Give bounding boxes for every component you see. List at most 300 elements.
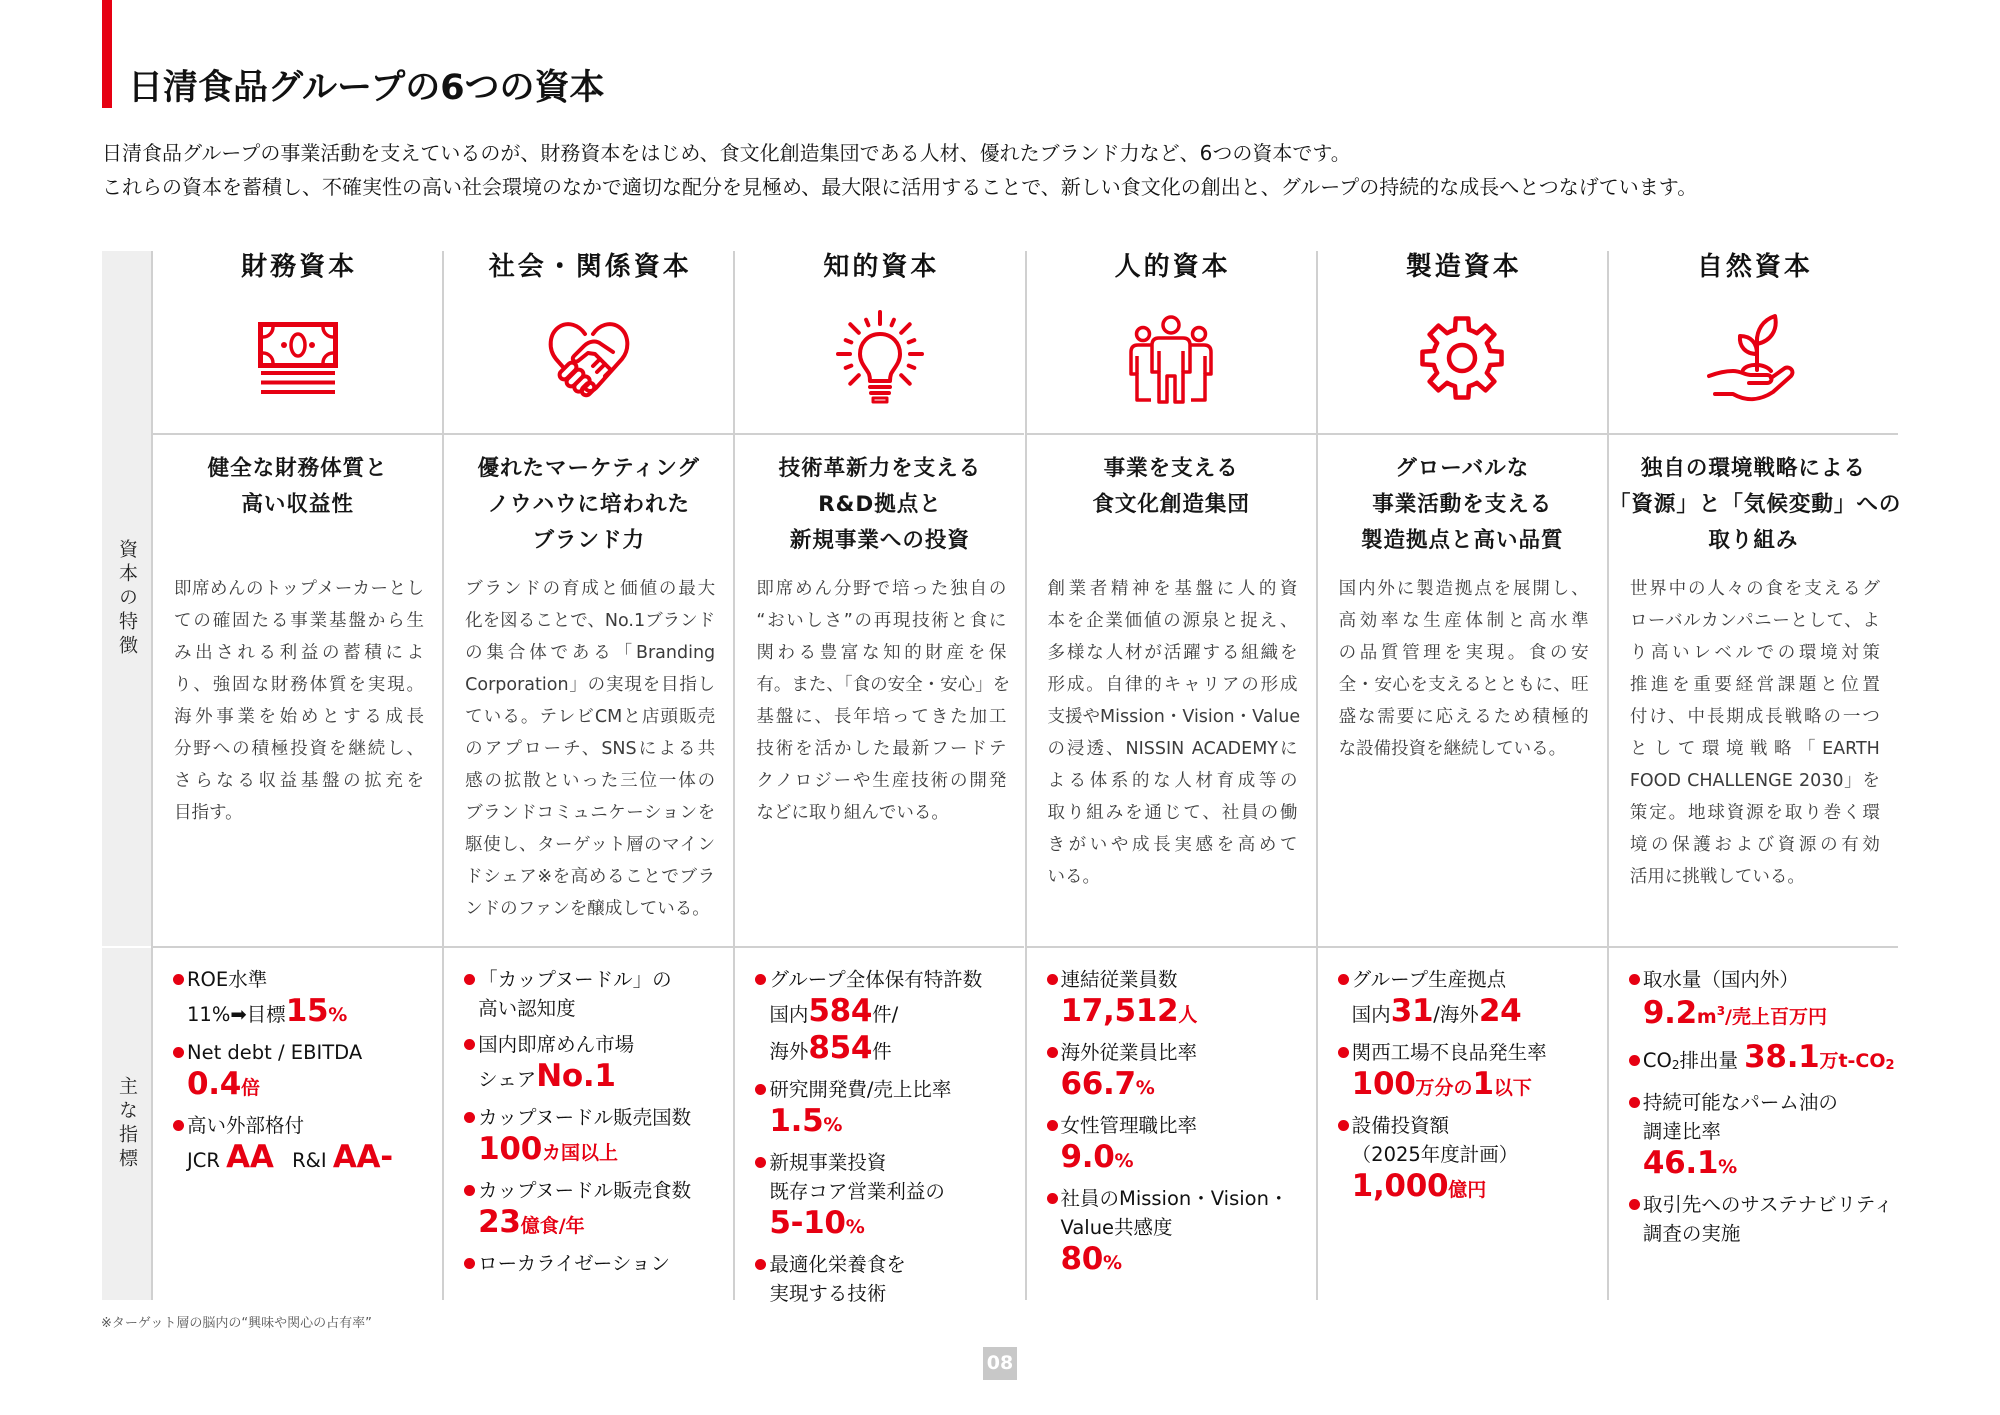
indicator-label: 新規事業投資 xyxy=(769,1151,887,1174)
indicator-row xyxy=(1338,995,1607,1032)
indicator-value: % xyxy=(845,1216,865,1238)
description-line: 感の拡散といった三位一体の xyxy=(465,771,716,791)
indicator-value: 23 xyxy=(478,1204,521,1240)
indicator-label: /海外 xyxy=(1433,1003,1479,1026)
indicator-label: ローカライゼーション xyxy=(478,1252,671,1275)
indicator-label: ROE水準 xyxy=(187,968,268,991)
description-line: さらなる収益基盤の拡充を xyxy=(174,771,424,791)
capital-features xyxy=(153,435,442,946)
indicator-label: Value共感度 xyxy=(1060,1216,1173,1239)
description-line: きがいや成長実感を高めて xyxy=(1047,835,1298,855)
indicator-label: 社員のMission・Vision・ xyxy=(1060,1187,1289,1210)
indicator-value: 31 xyxy=(1390,993,1434,1029)
indicator-value: 1 xyxy=(1472,1066,1494,1102)
indicator-label: 取引先へのサステナビリティ xyxy=(1642,1193,1894,1216)
indicator-label: 調査の実施 xyxy=(1642,1222,1741,1245)
indicator-row xyxy=(1047,1068,1316,1105)
indicator-row xyxy=(173,995,442,1032)
subtitle-line: 製造拠点と高い品質 xyxy=(1360,528,1564,553)
indicator-row xyxy=(1629,1220,1898,1249)
subtitle-line: ノウハウに培われた xyxy=(487,492,690,517)
indicator-label: 調達比率 xyxy=(1642,1120,1721,1143)
indicator-label: 国内即席めん市場 xyxy=(478,1033,635,1056)
description-line: 推進を重要経営課題と位置 xyxy=(1629,675,1880,695)
bullet-icon xyxy=(1338,1120,1349,1131)
description-line: 取り組みを通じて、社員の働 xyxy=(1047,803,1298,823)
capital-name: 人的資本 xyxy=(1114,252,1231,282)
description-line: 国内外に製造拠点を展開し、 xyxy=(1338,579,1589,599)
sprout-hand-icon xyxy=(1703,308,1803,408)
description-line: 即席めん分野で培った独自の xyxy=(756,579,1007,599)
indicator-value: 15 xyxy=(285,993,329,1029)
indicator-item xyxy=(444,1104,733,1170)
subtitle-line: 独自の環境戦略による xyxy=(1640,456,1866,481)
indicator-value: 人 xyxy=(1178,1004,1198,1026)
description-line: Corporation」の実現を目指し xyxy=(465,675,716,695)
description-line: として環境戦略「EARTH xyxy=(1629,739,1880,759)
intro-line: 日清食品グループの事業活動を支えているのが、財務資本をはじめ、食文化創造集団である人材、優れたブランド力など、6つの資本です。 xyxy=(102,141,1351,165)
capital-description xyxy=(1339,573,1589,765)
indicator-value: AA xyxy=(226,1139,274,1175)
indicator-label: 設備投資額 xyxy=(1351,1114,1450,1137)
description-line: 境の保護および資源の有効 xyxy=(1629,835,1880,855)
indicator-row xyxy=(1047,1039,1316,1068)
bullet-icon xyxy=(1629,1097,1640,1108)
indicator-row xyxy=(464,1133,733,1170)
indicator-row xyxy=(1047,1112,1316,1141)
indicator-row xyxy=(1629,1147,1898,1184)
indicator-label: 持続可能なパーム油の xyxy=(1642,1091,1838,1114)
bullet-icon xyxy=(464,1185,475,1196)
capital-subtitle xyxy=(444,451,733,559)
indicator-row xyxy=(464,1104,733,1133)
indicator-value: No.1 xyxy=(536,1058,616,1094)
description-line: 海外事業を始めとする成長 xyxy=(174,707,424,727)
description-line: いる。 xyxy=(1047,867,1100,887)
indicator-value: 倍 xyxy=(241,1077,261,1099)
indicator-item xyxy=(153,1112,442,1178)
indicator-row xyxy=(1629,1118,1898,1147)
indicator-value: 5-10 xyxy=(769,1205,846,1241)
indicator-label: 既存コア営業利益の xyxy=(769,1180,945,1203)
indicator-value: 1,000 xyxy=(1351,1168,1449,1204)
bullet-icon xyxy=(1338,1047,1349,1058)
capital-name: 自然資本 xyxy=(1696,252,1813,282)
indicator-item xyxy=(1609,1089,1898,1184)
indicator-row xyxy=(464,995,733,1024)
indicator-row xyxy=(173,1112,442,1141)
row-label-indicators: 主な指標 xyxy=(116,1076,138,1172)
indicator-label: 国内 xyxy=(1351,1003,1391,1026)
indicator-row xyxy=(464,1031,733,1060)
description-line: 盛な需要に応えるため積極的 xyxy=(1338,707,1589,727)
description-line: FOOD CHALLENGE 2030」を xyxy=(1629,771,1880,791)
description-line: のアプローチ、SNSによる共 xyxy=(465,739,716,759)
indicator-row xyxy=(173,1141,442,1178)
indicator-value: 3 xyxy=(1716,1004,1726,1018)
capital-indicators xyxy=(735,948,1024,1305)
description-line: み出される利益の蓄積によ xyxy=(174,643,424,663)
indicator-value: 1.5 xyxy=(769,1103,824,1139)
capital-indicators xyxy=(153,948,442,1300)
row-label-features-cell xyxy=(102,251,151,946)
indicator-label: JCR xyxy=(187,1149,227,1172)
bullet-icon xyxy=(1629,1055,1640,1066)
description-line: 策定。地球資源を取り巻く環 xyxy=(1629,803,1880,823)
indicator-item xyxy=(1318,966,1607,1032)
indicator-item xyxy=(444,1250,733,1279)
indicator-row xyxy=(464,1060,733,1097)
capital-name: 知的資本 xyxy=(823,252,940,282)
subtitle-line: 技術革新力を支える xyxy=(778,456,982,481)
capital-features xyxy=(1608,435,1902,946)
indicator-label: シェア xyxy=(478,1068,537,1091)
indicator-item xyxy=(1609,1041,1898,1082)
indicator-label: 国内 xyxy=(769,1003,809,1026)
indicator-value: 9.2 xyxy=(1642,995,1697,1031)
indicator-label: 海外従業員比率 xyxy=(1060,1041,1198,1064)
bullet-icon xyxy=(464,1112,475,1123)
capital-indicators xyxy=(1609,948,1898,1300)
capital-indicators xyxy=(1027,948,1316,1300)
description-line: 分野への積極投資を継続し、 xyxy=(174,739,424,759)
indicator-label: Net debt / EBITDA xyxy=(187,1041,363,1064)
indicator-row xyxy=(173,1039,442,1068)
indicator-row xyxy=(464,1250,733,1279)
subtitle-line: グローバルな xyxy=(1395,456,1530,481)
indicator-label: 実現する技術 xyxy=(769,1282,887,1305)
indicator-value: 46.1 xyxy=(1642,1145,1719,1181)
page-number: 08 xyxy=(983,1347,1017,1380)
capital-name: 製造資本 xyxy=(1405,252,1522,282)
subtitle-line: 優れたマーケティング xyxy=(477,456,700,481)
indicator-row xyxy=(755,1105,1024,1142)
indicator-row xyxy=(173,966,442,995)
indicator-value: % xyxy=(1135,1077,1155,1099)
indicator-label: 件 xyxy=(872,1040,892,1063)
indicator-row xyxy=(1047,1214,1316,1243)
indicator-row xyxy=(755,1149,1024,1178)
bullet-icon xyxy=(1338,974,1349,985)
indicator-item xyxy=(735,1149,1024,1244)
capital-column-social xyxy=(442,251,733,1300)
indicator-row xyxy=(1047,966,1316,995)
capital-description xyxy=(174,573,424,829)
capital-features xyxy=(1027,435,1316,946)
description-line: 目指す。 xyxy=(174,803,243,823)
indicator-row xyxy=(755,1076,1024,1105)
indicator-item xyxy=(1027,1039,1316,1105)
description-line: などに取り組んでいる。 xyxy=(756,803,949,823)
indicator-row xyxy=(755,966,1024,995)
indicator-label: 高い認知度 xyxy=(478,997,576,1020)
indicator-label: 関西工場不良品発生率 xyxy=(1351,1041,1547,1064)
indicator-value: 100 xyxy=(478,1131,542,1167)
indicator-row xyxy=(464,1177,733,1206)
gear-icon xyxy=(1412,308,1512,408)
indicator-label: カップヌードル販売国数 xyxy=(478,1106,692,1129)
description-line: り高いレベルでの環境対策 xyxy=(1629,643,1880,663)
indicator-row xyxy=(1629,1191,1898,1220)
people-icon xyxy=(1121,308,1221,408)
indicator-value: 以下 xyxy=(1493,1077,1532,1099)
description-line: の品質管理を実現。食の安 xyxy=(1338,643,1589,663)
description-line: “おいしさ”の再現技術と食に xyxy=(756,611,1007,631)
indicator-value: 0.4 xyxy=(187,1066,242,1102)
indicator-row xyxy=(464,966,733,995)
capital-column-natural xyxy=(1607,251,1902,1300)
capital-description xyxy=(465,573,715,925)
indicator-label: 排出量 xyxy=(1679,1049,1745,1072)
description-line: 化を図ることで、No.1ブランド xyxy=(465,611,716,631)
indicator-value: 2 xyxy=(1885,1058,1895,1073)
capital-description xyxy=(1047,573,1301,893)
capital-subtitle xyxy=(153,451,442,523)
subtitle-line: ブランド力 xyxy=(532,528,645,553)
description-line: 多様な人材が活躍する組織を xyxy=(1047,643,1298,663)
indicator-row xyxy=(1338,1112,1607,1141)
indicator-item xyxy=(1318,1112,1607,1207)
indicator-row xyxy=(1629,966,1898,995)
subtitle-line: 取り組み xyxy=(1708,528,1799,553)
indicator-value: % xyxy=(1114,1150,1134,1172)
description-line: 高効率な生産体制と高水準 xyxy=(1338,611,1589,631)
description-line: 駆使し、ターゲット層のマイン xyxy=(465,835,716,855)
subtitle-line: 事業活動を支える xyxy=(1372,492,1553,517)
description-line: 創業者精神を基盤に人的資 xyxy=(1047,579,1298,599)
subtitle-line: 新規事業への投資 xyxy=(789,528,970,553)
indicator-item xyxy=(153,966,442,1032)
bullet-icon xyxy=(464,974,475,985)
indicator-label: グループ全体保有特許数 xyxy=(769,968,983,991)
description-line: の浸透、NISSIN ACADEMYに xyxy=(1047,739,1298,759)
indicator-label: 最適化栄養食を xyxy=(769,1253,906,1276)
capital-subtitle xyxy=(1027,451,1316,523)
capital-name: 財務資本 xyxy=(241,252,358,282)
indicator-label: 2 xyxy=(1671,1058,1680,1072)
bullet-icon xyxy=(173,1120,184,1131)
description-line: ローバルカンパニーとして、よ xyxy=(1629,611,1880,631)
bullet-icon xyxy=(755,974,766,985)
bullet-icon xyxy=(1047,1193,1058,1204)
indicator-item xyxy=(444,966,733,1024)
indicator-row xyxy=(464,1206,733,1243)
indicator-row xyxy=(755,1251,1024,1280)
subtitle-line: 「資源」と「気候変動」への xyxy=(1608,492,1902,517)
indicator-row xyxy=(1629,1041,1898,1082)
bullet-icon xyxy=(1047,1047,1058,1058)
indicator-row xyxy=(1047,1141,1316,1178)
indicator-item xyxy=(1027,1112,1316,1178)
indicator-value: 万分の xyxy=(1415,1077,1473,1099)
capital-column-financial xyxy=(151,251,442,1300)
indicator-value: 17,512 xyxy=(1060,993,1179,1029)
indicator-value: /売上百万円 xyxy=(1725,1006,1827,1028)
capitals-table xyxy=(102,251,1902,1305)
bullet-icon xyxy=(464,1039,475,1050)
indicator-item xyxy=(1609,1191,1898,1249)
indicator-value: m xyxy=(1696,1006,1717,1028)
indicator-value: 100 xyxy=(1351,1066,1416,1102)
description-line: 技術を活かした最新フードテ xyxy=(756,739,1007,759)
indicator-value: 億円 xyxy=(1448,1179,1487,1201)
intro-text xyxy=(102,136,1697,204)
intro-line: これらの資本を蓄積し、不確実性の高い社会環境のなかで適切な配分を見極め、最大限に活用することで、新しい食文化の創出と、グループの持続的な成長へとつなげています。 xyxy=(102,175,1698,199)
description-line: 全・安心を支えるとともに、旺 xyxy=(1338,675,1589,695)
description-line: 形成。自律的キャリアの形成 xyxy=(1047,675,1298,695)
indicator-row xyxy=(1629,1089,1898,1118)
description-line: クノロジーや生産技術の開発 xyxy=(756,771,1007,791)
indicator-item xyxy=(1027,1185,1316,1280)
description-line: ブランドの育成と価値の最大 xyxy=(465,579,716,599)
indicator-label: 件/ xyxy=(872,1003,899,1026)
capital-column-intellectual xyxy=(733,251,1024,1305)
handshake-heart-icon xyxy=(539,308,639,408)
bullet-icon xyxy=(464,1258,475,1269)
page-title: 日清食品グループの6つの資本 xyxy=(128,68,605,108)
indicator-item xyxy=(444,1177,733,1243)
lightbulb-icon xyxy=(830,308,930,408)
indicator-value: 38.1 xyxy=(1744,1039,1820,1075)
indicator-row xyxy=(755,995,1024,1032)
row-label-features: 資本の特徴 xyxy=(116,538,138,659)
capital-indicators xyxy=(1318,948,1607,1300)
indicator-value: % xyxy=(1103,1252,1123,1274)
description-line: 有。また、「食の安全・安心」を xyxy=(756,675,1011,695)
indicator-row xyxy=(173,1068,442,1105)
capital-features xyxy=(444,435,733,946)
indicator-row xyxy=(1047,1243,1316,1280)
bullet-icon xyxy=(1629,974,1640,985)
description-line: ンドのファンを醸成している。 xyxy=(465,899,710,919)
indicator-row xyxy=(755,1032,1024,1069)
capital-subtitle xyxy=(735,451,1024,559)
capital-column-manufactured xyxy=(1316,251,1607,1300)
bullet-icon xyxy=(755,1157,766,1168)
capital-features xyxy=(1318,435,1607,946)
indicator-value: 万t-CO xyxy=(1819,1050,1886,1072)
indicator-item xyxy=(735,1076,1024,1142)
indicator-row xyxy=(1338,1141,1607,1170)
indicator-value: 584 xyxy=(808,993,873,1029)
row-label-indicators-cell xyxy=(102,948,151,1300)
bullet-icon xyxy=(755,1259,766,1270)
description-line: 関わる豊富な知的財産を保 xyxy=(756,643,1007,663)
indicator-label: 連結従業員数 xyxy=(1060,968,1178,991)
description-line: 基盤に、長年培ってきた加工 xyxy=(756,707,1007,727)
banknote-icon xyxy=(248,308,348,408)
indicator-row xyxy=(1338,1170,1607,1207)
description-line: ている。テレビCMと店頭販売 xyxy=(465,707,716,727)
indicator-value: 億食/年 xyxy=(520,1215,585,1237)
indicator-item xyxy=(735,1251,1024,1309)
indicator-row xyxy=(755,1178,1024,1207)
subtitle-line: 高い収益性 xyxy=(241,492,354,517)
bullet-icon xyxy=(173,974,184,985)
capital-column-human xyxy=(1025,251,1316,1300)
indicator-value: % xyxy=(1718,1156,1738,1178)
description-line: 支援やMission・Vision・Value xyxy=(1047,707,1301,727)
indicator-label: CO xyxy=(1642,1049,1672,1072)
indicator-value: 80 xyxy=(1060,1241,1104,1277)
bullet-icon xyxy=(755,1084,766,1095)
indicator-label: 研究開発費/売上比率 xyxy=(769,1078,952,1101)
indicator-row xyxy=(1047,995,1316,1032)
capital-description xyxy=(756,573,1011,829)
bullet-icon xyxy=(1047,974,1058,985)
indicator-label: 11%➡目標 xyxy=(187,1003,286,1026)
indicator-row xyxy=(1338,1039,1607,1068)
description-line: の集合体である「Branding xyxy=(465,643,716,663)
indicator-label: カップヌードル販売食数 xyxy=(478,1179,692,1202)
title-accent-bar xyxy=(102,0,112,108)
subtitle-line: R&D拠点と xyxy=(818,492,942,517)
indicator-value: カ国以上 xyxy=(541,1142,618,1164)
bullet-icon xyxy=(173,1047,184,1058)
indicator-item xyxy=(1318,1039,1607,1105)
indicator-item xyxy=(153,1039,442,1105)
subtitle-line: 健全な財務体質と xyxy=(207,456,388,481)
indicator-row xyxy=(1338,966,1607,995)
description-line: 付け、中長期成長戦略の一つ xyxy=(1629,707,1880,727)
indicator-value: % xyxy=(823,1114,843,1136)
bullet-icon xyxy=(1047,1120,1058,1131)
indicator-item xyxy=(444,1031,733,1097)
indicator-label: 高い外部格付 xyxy=(187,1114,305,1137)
indicator-value: % xyxy=(328,1004,348,1026)
indicator-value: 66.7 xyxy=(1060,1066,1136,1102)
indicator-row xyxy=(1629,995,1898,1034)
indicator-item xyxy=(1027,966,1316,1032)
description-line: 本を企業価値の源泉と捉え、 xyxy=(1047,611,1298,631)
indicator-row xyxy=(1047,1185,1316,1214)
capital-description xyxy=(1630,573,1880,893)
footnote: ※ターゲット層の脳内の“興味や関心の占有率” xyxy=(101,1316,372,1331)
indicator-label: 女性管理職比率 xyxy=(1060,1114,1198,1137)
description-line: ての確固たる事業基盤から生 xyxy=(174,611,424,631)
indicator-label: 海外 xyxy=(769,1040,809,1063)
capital-subtitle xyxy=(1318,451,1607,559)
indicator-label: 取水量（国内外） xyxy=(1642,968,1799,991)
indicator-item xyxy=(735,966,1024,1069)
indicator-label: 「カップヌードル」の xyxy=(478,968,672,991)
description-line: 世界中の人々の食を支えるグ xyxy=(1629,579,1880,599)
description-line: 活用に挑戦している。 xyxy=(1629,867,1805,887)
description-line: り、強固な財務体質を実現。 xyxy=(174,675,424,695)
capital-features xyxy=(735,435,1024,946)
indicator-label: グループ生産拠点 xyxy=(1351,968,1507,991)
indicator-item xyxy=(1609,966,1898,1034)
description-line: ブランドコミュニケーションを xyxy=(465,803,716,823)
description-line: よる体系的な人材育成等の xyxy=(1047,771,1298,791)
indicator-value: 854 xyxy=(808,1030,873,1066)
indicator-label: （2025年度計画） xyxy=(1351,1143,1519,1166)
description-line: 即席めんのトップメーカーとし xyxy=(174,579,424,599)
indicator-value: 9.0 xyxy=(1060,1139,1115,1175)
indicator-row xyxy=(755,1207,1024,1244)
capital-indicators xyxy=(444,948,733,1300)
indicator-value: 24 xyxy=(1478,993,1522,1029)
description-line: な設備投資を継続している。 xyxy=(1338,739,1567,759)
indicator-value: AA- xyxy=(332,1139,393,1175)
subtitle-line: 食文化創造集団 xyxy=(1092,492,1250,517)
description-line: ドシェア※を高めることでブラ xyxy=(465,867,716,887)
indicator-row xyxy=(755,1280,1024,1309)
indicator-row xyxy=(1338,1068,1607,1105)
capital-name: 社会・関係資本 xyxy=(488,252,692,282)
capital-subtitle xyxy=(1608,451,1902,559)
subtitle-line: 事業を支える xyxy=(1103,456,1239,481)
